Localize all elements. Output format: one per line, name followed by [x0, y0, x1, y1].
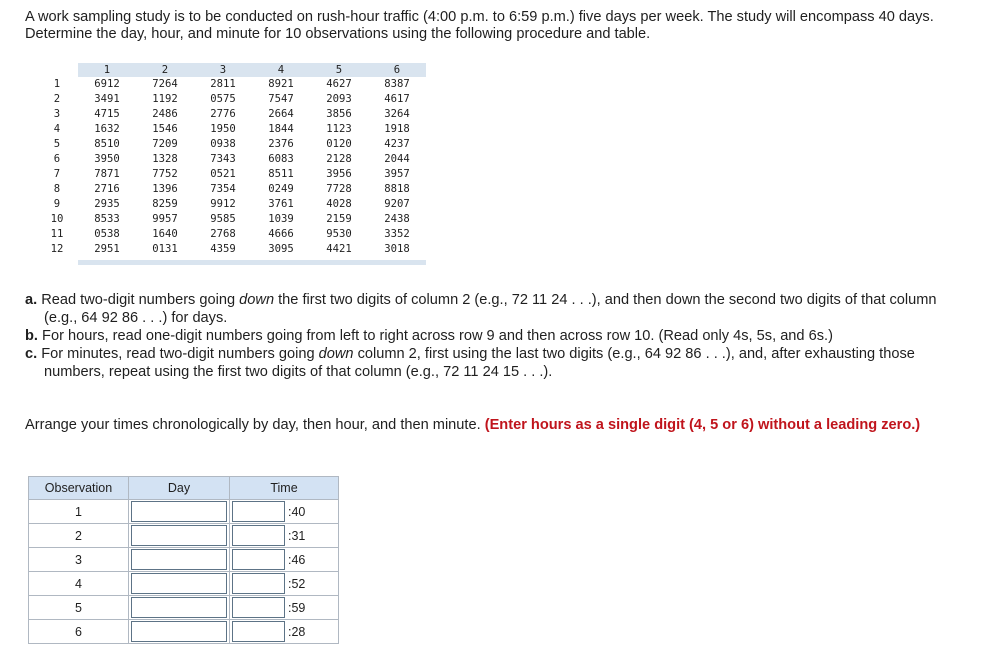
- minute-value: :40: [288, 504, 306, 519]
- random-table-row: [42, 77, 426, 92]
- random-number-cell: 7547: [252, 92, 310, 107]
- random-number-cell: 7752: [136, 167, 194, 182]
- random-table-row: [42, 212, 426, 227]
- random-table-row: [42, 107, 426, 122]
- random-number-cell: 7264: [136, 77, 194, 92]
- random-number-cell: 2716: [78, 182, 136, 197]
- column-header: 3: [194, 63, 252, 77]
- row-label: 5: [42, 137, 78, 152]
- observation-number: 4: [29, 572, 129, 596]
- random-table-row: [42, 242, 426, 257]
- day-header: Day: [129, 477, 230, 500]
- minute-value: :28: [288, 624, 306, 639]
- row-label: 11: [42, 227, 78, 242]
- row-label: 2: [42, 92, 78, 107]
- random-number-cell: 8259: [136, 197, 194, 212]
- random-number-cell: 1640: [136, 227, 194, 242]
- random-number-cell: 3856: [310, 107, 368, 122]
- random-number-table: [42, 63, 426, 265]
- answer-table: [28, 476, 339, 644]
- random-table-row: [42, 227, 426, 242]
- random-number-cell: 2093: [310, 92, 368, 107]
- random-number-cell: 3018: [368, 242, 426, 257]
- day-input[interactable]: [131, 597, 227, 618]
- random-number-cell: 0575: [194, 92, 252, 107]
- observation-number: 2: [29, 524, 129, 548]
- row-label: 12: [42, 242, 78, 257]
- column-header: 2: [136, 63, 194, 77]
- instruction-c: c. For minutes, read two-digit numbers going down column 2, first using the last two digits (e.g., 64 92 86 . . .), and, after exhausting those numbers, repeat using the first two digits of that column (e.g., 72 11 24 15 . . .).: [25, 346, 915, 380]
- arrange-instruction: Arrange your times chronologically by day, then hour, and then minute. (Enter hours as a single digit (4, 5 or 6) without a leading zero.): [25, 417, 921, 433]
- row-label: 9: [42, 197, 78, 212]
- random-number-cell: 2128: [310, 152, 368, 167]
- random-number-cell: 9585: [194, 212, 252, 227]
- random-number-cell: 4666: [252, 227, 310, 242]
- random-table-row: [42, 122, 426, 137]
- day-input[interactable]: [131, 573, 227, 594]
- day-cell: [129, 500, 230, 524]
- random-number-cell: 2159: [310, 212, 368, 227]
- random-number-cell: 2776: [194, 107, 252, 122]
- random-number-cell: 4617: [368, 92, 426, 107]
- time-cell: [230, 572, 339, 596]
- answer-row: [29, 548, 339, 572]
- random-number-cell: 0249: [252, 182, 310, 197]
- random-number-cell: 1039: [252, 212, 310, 227]
- row-label: 10: [42, 212, 78, 227]
- answer-row: [29, 572, 339, 596]
- random-number-cell: 9912: [194, 197, 252, 212]
- row-label: 6: [42, 152, 78, 167]
- hour-input[interactable]: [232, 501, 285, 522]
- random-number-cell: 4627: [310, 77, 368, 92]
- random-number-cell: 8511: [252, 167, 310, 182]
- time-header: Time: [230, 477, 339, 500]
- random-number-cell: 7343: [194, 152, 252, 167]
- random-number-cell: 2044: [368, 152, 426, 167]
- random-number-cell: 0938: [194, 137, 252, 152]
- random-number-cell: 1950: [194, 122, 252, 137]
- random-number-cell: 1396: [136, 182, 194, 197]
- day-cell: [129, 572, 230, 596]
- random-table-row: [42, 182, 426, 197]
- minute-value: :59: [288, 600, 306, 615]
- random-number-cell: 9957: [136, 212, 194, 227]
- random-number-cell: 6083: [252, 152, 310, 167]
- observation-header: Observation: [29, 477, 129, 500]
- minute-value: :31: [288, 528, 306, 543]
- minute-value: :52: [288, 576, 306, 591]
- answer-row: [29, 500, 339, 524]
- random-number-cell: 3095: [252, 242, 310, 257]
- random-number-cell: 1844: [252, 122, 310, 137]
- row-label: 1: [42, 77, 78, 92]
- row-label: 3: [42, 107, 78, 122]
- random-number-cell: 1123: [310, 122, 368, 137]
- time-cell: [230, 500, 339, 524]
- random-number-cell: 2486: [136, 107, 194, 122]
- random-number-cell: 1192: [136, 92, 194, 107]
- hour-input[interactable]: [232, 573, 285, 594]
- random-number-cell: 7728: [310, 182, 368, 197]
- random-number-cell: 2935: [78, 197, 136, 212]
- day-cell: [129, 596, 230, 620]
- observation-number: 6: [29, 620, 129, 644]
- answer-row: [29, 524, 339, 548]
- random-number-cell: 9530: [310, 227, 368, 242]
- random-number-cell: 8921: [252, 77, 310, 92]
- random-number-cell: 2951: [78, 242, 136, 257]
- random-number-cell: 1328: [136, 152, 194, 167]
- random-number-cell: 8818: [368, 182, 426, 197]
- random-number-cell: 4359: [194, 242, 252, 257]
- time-cell: [230, 620, 339, 644]
- random-number-cell: 3950: [78, 152, 136, 167]
- day-cell: [129, 524, 230, 548]
- random-table-row: [42, 152, 426, 167]
- answer-row: [29, 596, 339, 620]
- day-input[interactable]: [131, 525, 227, 546]
- hour-input[interactable]: [232, 621, 285, 642]
- random-number-cell: 2376: [252, 137, 310, 152]
- random-table-row: [42, 167, 426, 182]
- random-number-cell: 3761: [252, 197, 310, 212]
- row-label: 7: [42, 167, 78, 182]
- instruction-b: b. For hours, read one-digit numbers going from left to right across row 9 and then across row 10. (Read only 4s, 5s, and 6s.): [25, 328, 833, 344]
- random-number-cell: 2664: [252, 107, 310, 122]
- instruction-a: a. Read two-digit numbers going down the first two digits of column 2 (e.g., 72 11 24 . . .), and then down the second two digits of that column (e.g., 64 92 86 . . .) for days.: [25, 292, 937, 326]
- random-number-cell: 7354: [194, 182, 252, 197]
- day-cell: [129, 620, 230, 644]
- random-table-row: [42, 92, 426, 107]
- problem-intro: A work sampling study is to be conducted on rush-hour traffic (4:00 p.m. to 6:59 p.m.) five days per week. The study will encompass 40 days. Determine the day, hour, and minute for 10 observations using the following procedure and table.: [25, 9, 934, 42]
- random-number-cell: 4028: [310, 197, 368, 212]
- random-number-cell: 6912: [78, 77, 136, 92]
- observation-number: 5: [29, 596, 129, 620]
- day-input[interactable]: [131, 501, 227, 522]
- random-number-cell: 3352: [368, 227, 426, 242]
- random-number-cell: 3264: [368, 107, 426, 122]
- column-header: 6: [368, 63, 426, 77]
- random-number-cell: 4421: [310, 242, 368, 257]
- random-number-cell: 9207: [368, 197, 426, 212]
- time-cell: [230, 524, 339, 548]
- random-number-cell: 8510: [78, 137, 136, 152]
- observation-number: 3: [29, 548, 129, 572]
- column-header: 5: [310, 63, 368, 77]
- day-cell: [129, 548, 230, 572]
- random-number-cell: 0538: [78, 227, 136, 242]
- random-number-cell: 4715: [78, 107, 136, 122]
- table-bottom-bar: [78, 260, 426, 265]
- random-table-header: [42, 63, 426, 77]
- random-number-cell: 7209: [136, 137, 194, 152]
- random-table-row: [42, 197, 426, 212]
- day-input[interactable]: [131, 549, 227, 570]
- random-number-cell: 8533: [78, 212, 136, 227]
- random-number-cell: 2811: [194, 77, 252, 92]
- hour-input[interactable]: [232, 549, 285, 570]
- observation-number: 1: [29, 500, 129, 524]
- column-header: 1: [78, 63, 136, 77]
- random-number-cell: 3956: [310, 167, 368, 182]
- answer-row: [29, 620, 339, 644]
- hour-input[interactable]: [232, 597, 285, 618]
- day-input[interactable]: [131, 621, 227, 642]
- hours-note: (Enter hours as a single digit (4, 5 or 6) without a leading zero.): [484, 417, 921, 433]
- random-number-cell: 1918: [368, 122, 426, 137]
- random-number-cell: 4237: [368, 137, 426, 152]
- corner-cell: [42, 63, 78, 77]
- random-number-cell: 7871: [78, 167, 136, 182]
- row-label: 4: [42, 122, 78, 137]
- random-number-cell: 3957: [368, 167, 426, 182]
- random-number-cell: 2438: [368, 212, 426, 227]
- random-number-cell: 2768: [194, 227, 252, 242]
- row-label: 8: [42, 182, 78, 197]
- random-table-row: [42, 137, 426, 152]
- time-cell: [230, 548, 339, 572]
- random-number-cell: 0521: [194, 167, 252, 182]
- hour-input[interactable]: [232, 525, 285, 546]
- random-number-cell: 3491: [78, 92, 136, 107]
- column-header: 4: [252, 63, 310, 77]
- random-number-cell: 0120: [310, 137, 368, 152]
- time-cell: [230, 596, 339, 620]
- random-number-cell: 0131: [136, 242, 194, 257]
- random-number-cell: 1546: [136, 122, 194, 137]
- random-number-cell: 8387: [368, 77, 426, 92]
- instructions: [25, 291, 970, 381]
- random-number-cell: 1632: [78, 122, 136, 137]
- minute-value: :46: [288, 552, 306, 567]
